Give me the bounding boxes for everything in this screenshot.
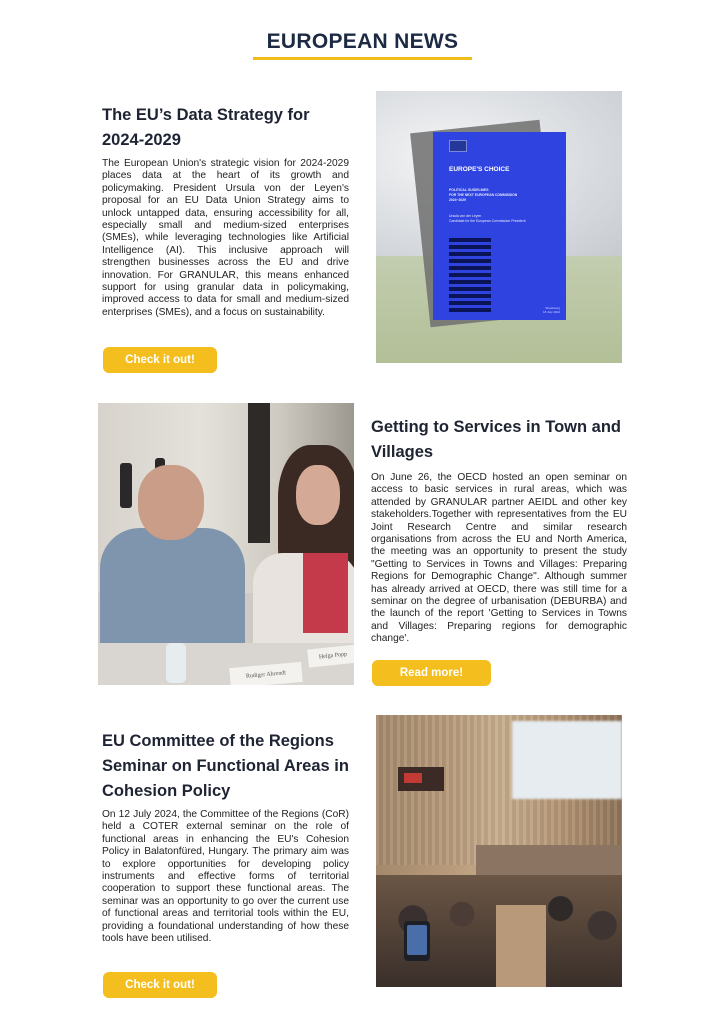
article-1-title	[102, 103, 362, 153]
article-2-title-line-2: Villages	[371, 443, 434, 461]
conference-hall-photo	[376, 715, 622, 987]
article-1-title-line-1: The EU’s Data Strategy for	[102, 106, 310, 124]
article-3-title-line-1: EU Committee of the Regions	[102, 732, 334, 750]
page-title: EUROPEAN NEWS	[266, 30, 459, 53]
book-subtitle: POLITICAL GUIDELINES FOR THE NEXT EUROPEAN COMMISSION 2024−2029	[449, 188, 518, 202]
book-stripes	[449, 238, 491, 314]
article-3-title-line-3: Cohesion Policy	[102, 782, 231, 800]
title-underline	[253, 57, 472, 60]
article-2-title	[371, 415, 631, 465]
oecd-seminar-photo	[98, 403, 354, 685]
article-3-title	[102, 729, 364, 804]
article-2-body: On June 26, the OECD hosted an open seminar on access to basic services in rural areas, which was attended by GRANULAR partner AEIDL and other key stakeholders.Together with representatives from the EU Joint Research Centre and similar research organisations from across the EU and North America, the meeting was an opportunity to present the study "Getting to Services in Towns and Villages: Preparing Regions for Demographic Change". Although summer has already arrived at OECD, there was still time for a seminar on the degree of urbanisation (DEBURBA) and the launch of the report 'Getting to Services in Towns and Villages: Preparing regions for demographic change'.	[371, 472, 627, 645]
article-2-read-more-button[interactable]: Read more!	[372, 660, 491, 686]
article-1-check-it-out-button[interactable]: Check it out!	[103, 347, 217, 373]
nameplate-left: Rudiger Ahrendt	[229, 662, 302, 685]
article-3-body: On 12 July 2024, the Committee of the Regions (CoR) held a COTER external seminar on the role of functional areas in enhancing the EU's Cohesion Policy in Balatonfüred, Hungary. The primary aim was to explore opportunities for developing policy instruments and effective forms of territorial cooperation to support these functional areas. The seminar was an opportunity to go over the current use of functional areas and territorial tools within the EU, providing a foundational understanding of how these tools have been utilised.	[102, 809, 349, 945]
book-title: EUROPE'S CHOICE	[449, 166, 510, 173]
article-3-title-line-2: Seminar on Functional Areas in	[102, 757, 349, 775]
article-3-check-it-out-button[interactable]: Check it out!	[103, 972, 217, 998]
article-1-title-line-2: 2024-2029	[102, 131, 181, 149]
book-place: Strasbourg 18 July 2024	[542, 306, 560, 314]
book-author: Ursula von der Leyen Candidate for the European Commission President	[449, 214, 526, 223]
article-2-title-line-1: Getting to Services in Town and	[371, 418, 621, 436]
eu-flag-icon	[449, 140, 467, 152]
article-1-body: The European Union's strategic vision for 2024-2029 places data at the heart of its growth and policymaking. President Ursula von der Leyen's proposal for an EU Data Union Strategy aims to unlock untapped data, ensuring accessibility for all, especially small and medium-sized enterprises (SMEs), while leveraging technologies like Artificial Intelligence (AI). This inclusive approach will strengthen businesses across the EU and drive innovation. For GRANULAR, this means enhanced support for using granular data in policymaking, improved access to data for small and medium-sized enterprises (SMEs), and a focus on sustainability.	[102, 158, 349, 318]
political-guidelines-book-image	[376, 91, 622, 363]
nameplate-right: Helga Popp	[307, 644, 354, 667]
